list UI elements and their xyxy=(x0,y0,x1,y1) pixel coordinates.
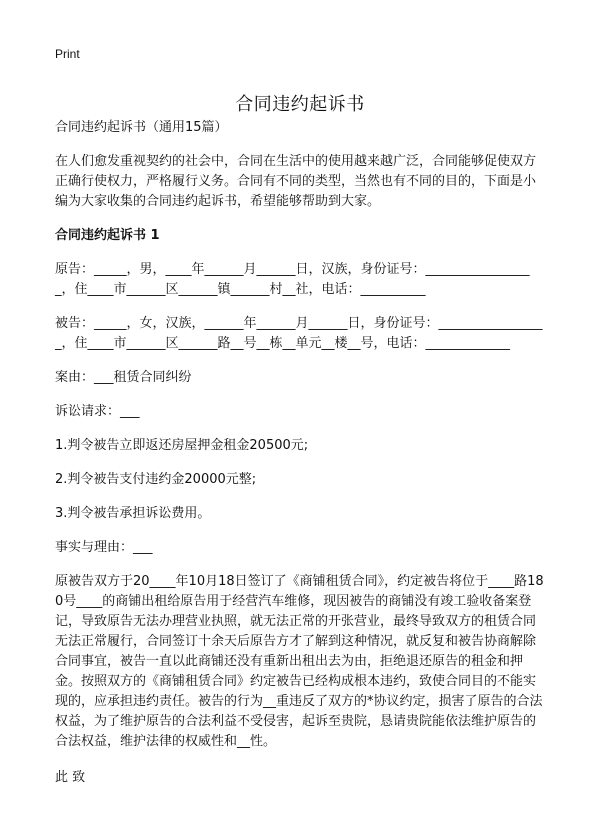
intro-paragraph: 在人们愈发重视契约的社会中，合同在生活中的使用越来越广泛，合同能够促使双方正确行使权力，严格履行义务。合同有不同的类型，当然也有不同的目的，下面是小编为大家收集的合同违约起诉书，希望能够帮助到大家。 xyxy=(55,154,537,209)
claims-heading: 诉讼请求：___ xyxy=(55,404,140,419)
print-label: Print xyxy=(55,47,80,61)
document-content xyxy=(55,118,548,802)
plaintiff-info: 原告：_____，男，____年______月______日，汉族，身份证号：_________________，住____市______区______镇______村__社，电话：__________ xyxy=(55,262,530,297)
claim-item-3: 3.判令被告承担诉讼费用。 xyxy=(55,506,211,521)
closing-text: 此 致 xyxy=(55,770,86,785)
defendant-info: 被告：_____，女，汉族，______年______月______日，身份证号：_________________，住____市______区______路__号__栋__单元__楼__号，电话：_____________ xyxy=(55,316,543,351)
claim-item-2: 2.判令被告支付违约金20000元整; xyxy=(55,472,257,487)
case-cause: 案由：___租赁合同纠纷 xyxy=(55,370,192,385)
page-title: 合同违约起诉书 xyxy=(235,94,365,116)
facts-heading: 事实与理由：___ xyxy=(55,540,153,555)
facts-paragraph: 原被告双方于20____年10月18日签订了《商铺租赁合同》，约定被告将位于____路180号____的商铺出租给原告用于经营汽车维修，现因被告的商铺没有竣工验收备案登记，导致原告无法办理营业执照，就无法正常的开张营业，最终导致双方的租赁合同无法正常履行，合同签订十余天后原告方才了解到这种情况，就反复和被告协商解除合同事宜，被告一直以此商铺还没有重新出租出去为由，拒绝退还原告的租金和押金。按照双方的《商铺租赁合同》约定被告已经构成根本违约，致使合同目的不能实现的，应承担违约责任。被告的行为__重违反了双方的*协议约定，损害了原告的合法权益，为了维护原告的合法利益不受侵害，起诉至贵院，恳请贵院能依法维护原告的合法权益，维护法律的权威性和__性。 xyxy=(55,574,544,749)
subtitle: 合同违约起诉书（通用15篇） xyxy=(55,120,228,135)
claim-item-1: 1.判令被告立即返还房屋押金租金20500元; xyxy=(55,438,309,453)
section-heading: 合同违约起诉书 1 xyxy=(55,228,160,243)
